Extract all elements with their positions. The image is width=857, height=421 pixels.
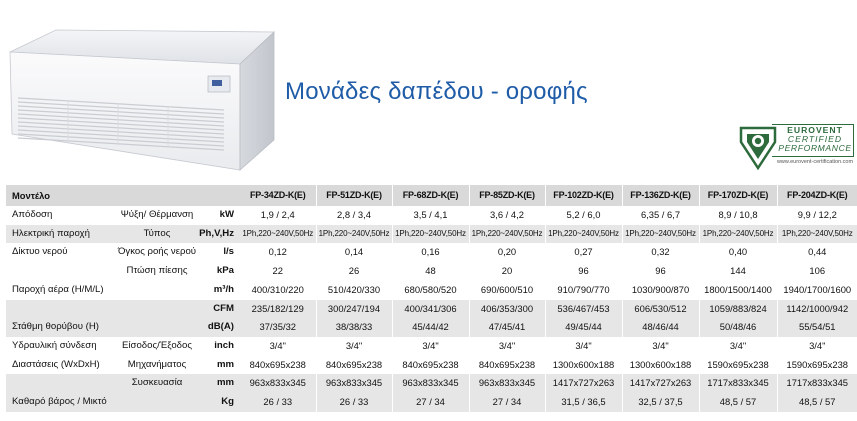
table-cell: 963x833x345 (469, 374, 545, 393)
page-title: Μονάδες δαπέδου - οροφής (285, 78, 588, 105)
row-label (6, 300, 112, 319)
table-cell: 606/530/512 (622, 300, 699, 319)
table-cell: 3/4" (392, 337, 469, 356)
row-sublabel: Μηχανήματος (127, 358, 187, 370)
row-sublabel: Συσκευασία (112, 374, 198, 393)
table-cell: 48/46/44 (622, 318, 699, 337)
table-cell: 1300x600x188 (622, 356, 699, 375)
row-sublabel: Πτώση πίεσης (126, 265, 188, 277)
table-cell: 406/353/300 (469, 300, 545, 319)
table-cell: 1940/1700/1600 (777, 281, 857, 300)
row-sublabel: Ψύξη/ Θέρμανση (120, 209, 194, 220)
row-unit: dB(A) (198, 318, 240, 337)
table-cell: 840x695x238 (249, 358, 306, 370)
row-label (6, 262, 112, 281)
table-cell: 55/54/51 (777, 318, 857, 337)
table-cell: 3/4" (545, 337, 622, 356)
table-cell: 49/45/44 (545, 318, 622, 337)
row-sublabel (112, 393, 198, 412)
table-cell: 840x695x238 (316, 356, 392, 375)
table-cell: 235/182/129 (240, 300, 316, 319)
table-cell: 400/310/220 (251, 283, 304, 295)
model-name: FP-204ZD-K(E) (777, 185, 857, 206)
model-name: FP-102ZD-K(E) (545, 185, 622, 206)
table-cell: 26 (316, 262, 392, 281)
row-unit: kPa (216, 265, 234, 277)
table-cell: 510/420/330 (316, 281, 392, 300)
row-unit: mm (198, 374, 240, 393)
row-unit: mm (216, 358, 234, 370)
table-row (6, 206, 857, 225)
badge-url: www.eurovent-certification.com (776, 159, 854, 165)
model-name: FP-34ZD-K(E) (240, 185, 316, 206)
table-cell: 536/467/453 (545, 300, 622, 319)
row-unit: inch (214, 339, 234, 351)
table-cell: 1030/900/870 (622, 281, 699, 300)
table-cell: 3/4" (777, 337, 857, 356)
table-cell: 9,9 / 12,2 (777, 206, 857, 225)
table-cell: 37/35/32 (240, 318, 316, 337)
table-cell: 1717x833x345 (777, 374, 857, 393)
table-row (6, 281, 857, 300)
table-cell: 1Ph,220~240V,50Hz (392, 225, 469, 244)
table-cell: 106 (777, 262, 857, 281)
model-name: FP-170ZD-K(E) (699, 185, 777, 206)
table-cell: 3/4" (622, 337, 699, 356)
badge-line-certified: CERTIFIED (787, 134, 843, 144)
table-cell: 27 / 34 (392, 393, 469, 412)
row-label: Ηλεκτρική παροχή (6, 225, 112, 244)
table-cell: 963x833x345 (392, 374, 469, 393)
table-cell: 96 (545, 262, 622, 281)
table-cell: 0,12 (268, 246, 287, 258)
table-cell: 840x695x238 (469, 356, 545, 375)
table-cell: 26 / 33 (240, 393, 316, 412)
badge-line-performance: PERFORMANCE (778, 143, 852, 153)
table-cell: 1Ph,220~240V,50Hz (545, 225, 622, 244)
spec-table (6, 185, 857, 412)
table-cell: 300/247/194 (316, 300, 392, 319)
row-sublabel: Όγκος ροής νερού (117, 246, 197, 258)
table-cell: 22 (272, 265, 283, 277)
table-cell: 1300x600x188 (545, 356, 622, 375)
row-label: Διαστάσεις (WxDxH) (12, 358, 100, 370)
model-name: FP-136ZD-K(E) (622, 185, 699, 206)
table-row (6, 393, 857, 412)
table-cell: 3/4" (469, 337, 545, 356)
table-row (6, 243, 857, 262)
table-cell: 0,27 (545, 243, 622, 262)
row-unit: Kg (198, 393, 240, 412)
table-cell: 1417x727x263 (545, 374, 622, 393)
model-name: FP-85ZD-K(E) (469, 185, 545, 206)
table-cell: 1417x727x263 (622, 374, 699, 393)
header-unit-cell (198, 185, 240, 206)
table-cell: 1Ph,220~240V,50Hz (777, 225, 857, 244)
table-cell: 5,2 / 6,0 (545, 206, 622, 225)
table-cell: 3/4" (269, 339, 286, 351)
header-sub-cell (112, 185, 198, 206)
table-cell: 910/790/770 (545, 281, 622, 300)
table-cell: 1Ph,220~240V,50Hz (699, 225, 777, 244)
table-cell: 144 (699, 262, 777, 281)
table-cell: 1Ph,220~240V,50Hz (622, 225, 699, 244)
table-cell: 1142/1000/942 (777, 300, 857, 319)
table-cell: 48,5 / 57 (699, 393, 777, 412)
fan-coil-unit-image (8, 22, 276, 172)
table-row (6, 356, 857, 375)
table-cell: 0,20 (469, 243, 545, 262)
table-cell: 0,16 (392, 243, 469, 262)
table-cell: 96 (622, 262, 699, 281)
table-cell: 31,5 / 36,5 (545, 393, 622, 412)
table-cell: 1059/883/824 (699, 300, 777, 319)
table-cell: 6,35 / 6,7 (622, 206, 699, 225)
table-row (6, 262, 857, 281)
badge-line-eurovent: EUROVENT (787, 125, 843, 135)
table-cell: 963x833x345 (240, 374, 316, 393)
table-row (6, 337, 857, 356)
table-cell: 26 / 33 (316, 393, 392, 412)
table-cell: 2,8 / 3,4 (316, 206, 392, 225)
table-cell: 45/44/42 (392, 318, 469, 337)
table-cell: 38/38/33 (316, 318, 392, 337)
table-cell: 50/48/46 (699, 318, 777, 337)
table-cell: 680/580/520 (392, 281, 469, 300)
row-label: Υδραυλική σύνδεση (12, 339, 97, 351)
table-cell: 840x695x238 (392, 356, 469, 375)
eurovent-certification-badge (738, 124, 854, 172)
row-sublabel: Τύπος (112, 225, 198, 244)
table-header-row (6, 185, 857, 206)
table-cell: 1590x695x238 (777, 356, 857, 375)
table-cell: 1,9 / 2,4 (260, 209, 295, 220)
table-cell: 1Ph,220~240V,50Hz (316, 225, 392, 244)
table-cell: 3,6 / 4,2 (469, 206, 545, 225)
table-cell: 0,40 (699, 243, 777, 262)
table-cell: 47/45/41 (469, 318, 545, 337)
table-cell: 1Ph,220~240V,50Hz (240, 225, 316, 244)
table-cell: 48,5 / 57 (777, 393, 857, 412)
table-cell: 0,14 (316, 243, 392, 262)
row-unit: m³/h (213, 283, 234, 295)
model-label: Μοντέλο (6, 185, 112, 206)
table-cell: 8,9 / 10,8 (699, 206, 777, 225)
table-cell: 963x833x345 (316, 374, 392, 393)
row-unit: kW (219, 209, 234, 220)
row-sublabel (112, 300, 198, 319)
table-cell: 27 / 34 (469, 393, 545, 412)
table-cell: 3/4" (316, 337, 392, 356)
row-label: Καθαρό βάρος / Μικτό (6, 393, 112, 412)
table-cell: 1Ph,220~240V,50Hz (469, 225, 545, 244)
row-unit: l/s (223, 246, 234, 258)
table-cell: 3/4" (699, 337, 777, 356)
row-sublabel (112, 281, 198, 300)
row-label: Απόδοση (12, 209, 53, 220)
model-name: FP-68ZD-K(E) (392, 185, 469, 206)
table-cell: 3,5 / 4,1 (392, 206, 469, 225)
row-label: Παροχή αέρα (H/M/L) (12, 283, 104, 295)
table-cell: 32,5 / 37,5 (622, 393, 699, 412)
table-row (6, 318, 857, 337)
row-label: Δίκτυο νερού (12, 246, 68, 258)
table-cell: 0,32 (622, 243, 699, 262)
row-unit: Ph,V,Hz (198, 225, 240, 244)
table-cell: 0,44 (777, 243, 857, 262)
table-row (6, 225, 857, 244)
table-cell: 1590x695x238 (699, 356, 777, 375)
table-cell: 400/341/306 (392, 300, 469, 319)
table-cell: 1717x833x345 (699, 374, 777, 393)
table-cell: 20 (469, 262, 545, 281)
model-name: FP-51ZD-K(E) (316, 185, 392, 206)
table-row (6, 300, 857, 319)
table-cell: 48 (392, 262, 469, 281)
row-label (6, 374, 112, 393)
table-row (6, 374, 857, 393)
row-label: Στάθμη θορύβου (H) (6, 318, 112, 337)
row-unit: CFM (198, 300, 240, 319)
table-cell: 1800/1500/1400 (699, 281, 777, 300)
table-cell: 690/600/510 (469, 281, 545, 300)
row-sublabel: Είσοδος/Έξοδος (122, 339, 192, 351)
row-sublabel (112, 318, 198, 337)
